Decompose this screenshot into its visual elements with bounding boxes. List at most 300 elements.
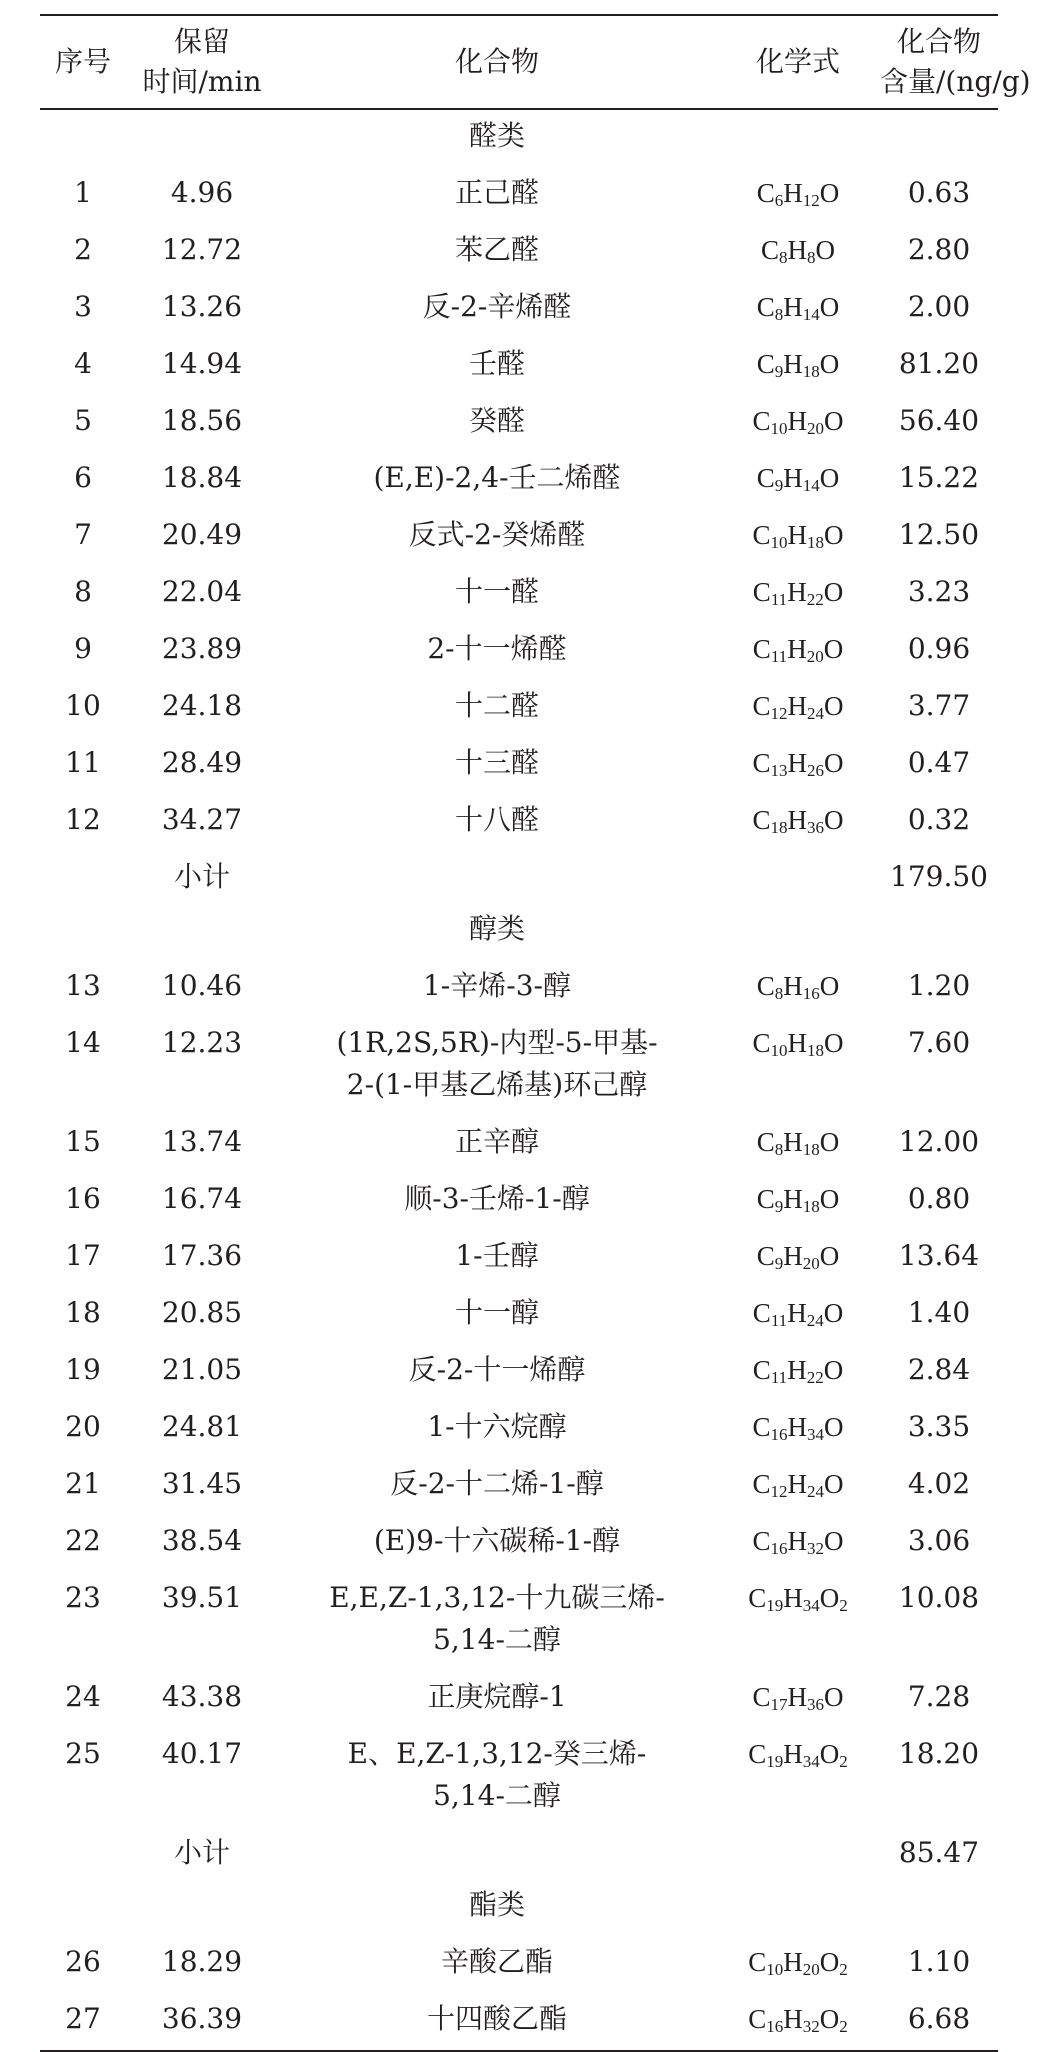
retention-time: 43.38	[161, 1680, 243, 1713]
table-row	[40, 1993, 998, 2051]
formula-element: O	[824, 1412, 844, 1442]
compound-name-line: 顺-3-壬烯-1-醇	[404, 1182, 590, 1215]
empty-cell	[278, 851, 716, 903]
formula-element: O	[824, 1526, 844, 1556]
formula-element: C	[752, 577, 771, 607]
formula-subscript: 20	[806, 647, 824, 666]
table-row	[40, 1173, 998, 1230]
formula-subscript: 18	[802, 1197, 820, 1216]
compound-name	[278, 1017, 716, 1116]
formula-subscript: 36	[807, 818, 824, 837]
row-number: 15	[65, 1125, 101, 1158]
row-number: 25	[65, 1737, 101, 1770]
compound-name-line: 1-十六烷醇	[427, 1410, 567, 1443]
formula-subscript: 10	[766, 1960, 784, 1979]
formula-element: C	[748, 1947, 767, 1977]
formula-element: O	[819, 1184, 840, 1214]
formula-element: O	[819, 349, 840, 379]
retention-time: 18.84	[161, 461, 243, 494]
retention-time: 22.04	[161, 575, 243, 608]
content-value: 1.20	[907, 969, 971, 1002]
table-body	[40, 109, 998, 2051]
compound-name	[278, 1401, 716, 1458]
category-row	[40, 1879, 998, 1936]
formula-element: H	[787, 520, 807, 550]
formula-element: C	[752, 634, 771, 664]
table-row	[40, 1401, 998, 1458]
formula-element: H	[783, 1241, 803, 1271]
empty-cell	[716, 1827, 880, 1879]
row-number: 7	[74, 518, 92, 551]
formula-subscript: 22	[806, 590, 824, 609]
retention-time: 4.96	[170, 176, 234, 209]
category-row	[40, 109, 998, 167]
formula-cell	[716, 224, 880, 281]
formula-element: C	[756, 1241, 775, 1271]
retention-time: 13.74	[161, 1125, 243, 1158]
empty-cell	[126, 109, 278, 167]
compound-name	[278, 737, 716, 794]
compound-name	[278, 1173, 716, 1230]
compound-name-line: 2-十一烯醛	[427, 632, 567, 665]
subtotal-label: 小计	[173, 1836, 230, 1869]
table-row	[40, 1671, 998, 1728]
formula-element: C	[756, 1184, 775, 1214]
content-value: 3.23	[907, 575, 971, 608]
retention-time: 34.27	[161, 803, 243, 836]
formula-element: O	[824, 406, 844, 436]
formula-cell	[716, 680, 880, 737]
compound-name-line: 1-壬醇	[455, 1239, 539, 1272]
table-row	[40, 1572, 998, 1671]
formula-element: C	[752, 748, 771, 778]
formula-subscript: 2	[839, 1596, 848, 1615]
formula-element: C	[748, 1739, 767, 1769]
compound-name-line: 反式-2-癸烯醛	[408, 518, 586, 551]
header-no: 序号	[54, 45, 111, 78]
table-row	[40, 960, 998, 1017]
row-number: 9	[74, 632, 92, 665]
empty-cell	[716, 109, 880, 167]
formula-subscript: 11	[770, 1311, 788, 1330]
formula-element: H	[783, 1583, 803, 1613]
formula-element: H	[783, 1947, 803, 1977]
header-formula: 化学式	[755, 45, 840, 78]
formula-element: C	[752, 1355, 771, 1385]
row-number: 2	[74, 233, 92, 266]
compound-name	[278, 1230, 716, 1287]
formula-element: O	[819, 1739, 840, 1769]
formula-cell	[716, 1116, 880, 1173]
row-number: 26	[65, 1945, 101, 1978]
formula-subscript: 17	[770, 1695, 788, 1714]
row-number: 23	[65, 1581, 101, 1614]
formula-subscript: 8	[779, 248, 788, 267]
subtotal-value: 85.47	[898, 1836, 980, 1869]
compound-name	[278, 1936, 716, 1993]
formula-element: O	[819, 1241, 840, 1271]
compound-name-line: 壬醛	[468, 347, 525, 380]
formula-element: O	[823, 577, 844, 607]
content-value: 0.47	[907, 746, 971, 779]
compound-name-line: 苯乙醛	[454, 233, 539, 266]
content-value: 15.22	[898, 461, 980, 494]
formula-cell	[716, 1287, 880, 1344]
row-number: 22	[65, 1524, 101, 1557]
formula-cell	[716, 1728, 880, 1827]
formula-element: C	[756, 349, 775, 379]
formula-subscript: 8	[807, 248, 816, 267]
formula-subscript: 34	[807, 1425, 824, 1444]
compound-name-line: (E,E)-2,4-壬二烯醛	[373, 461, 621, 494]
formula-subscript: 9	[774, 1254, 784, 1273]
subtotal-row	[40, 851, 998, 903]
header-row	[40, 15, 998, 109]
content-value: 0.63	[907, 176, 971, 209]
empty-cell	[40, 109, 126, 167]
compound-name	[278, 1572, 716, 1671]
formula-element: O	[823, 1355, 844, 1385]
formula-element: H	[783, 1184, 803, 1214]
formula-subscript: 6	[774, 191, 784, 210]
formula-element: H	[787, 1355, 807, 1385]
empty-cell	[880, 109, 998, 167]
formula-cell	[716, 452, 880, 509]
formula-subscript: 12	[770, 704, 788, 723]
formula-subscript: 2	[839, 1752, 848, 1771]
formula-element: O	[824, 1469, 844, 1499]
compound-table	[40, 14, 1031, 2052]
content-value: 1.40	[907, 1296, 971, 1329]
empty-cell	[40, 851, 126, 903]
formula-element: H	[787, 235, 807, 265]
formula-cell	[716, 1017, 880, 1116]
formula-subscript: 9	[774, 476, 784, 495]
compound-name-line: 反-2-十一烯醇	[408, 1353, 586, 1386]
formula-element: H	[787, 805, 807, 835]
formula-subscript: 19	[766, 1596, 784, 1615]
formula-element: O	[824, 1682, 844, 1712]
compound-name	[278, 1116, 716, 1173]
formula-element: H	[783, 463, 803, 493]
table-row	[40, 1344, 998, 1401]
compound-name-line: 5,14-二醇	[433, 1779, 561, 1812]
formula-subscript: 11	[770, 590, 788, 609]
formula-element: O	[824, 1028, 844, 1058]
formula-cell	[716, 623, 880, 680]
compound-name-line: 十二醛	[454, 689, 539, 722]
formula-subscript: 12	[802, 191, 820, 210]
row-number: 24	[65, 1680, 101, 1713]
row-number: 11	[65, 746, 101, 779]
compound-name-line: 1-辛烯-3-醇	[422, 969, 571, 1002]
formula-subscript: 13	[770, 761, 788, 780]
formula-element: H	[783, 971, 803, 1001]
formula-element: C	[756, 463, 775, 493]
retention-time: 12.23	[161, 1026, 243, 1059]
content-value: 0.80	[907, 1182, 971, 1215]
formula-subscript: 34	[802, 1752, 820, 1771]
compound-name-line: 正己醛	[454, 176, 539, 209]
formula-subscript: 32	[802, 2017, 820, 2036]
compound-name-line: E,E,Z-1,3,12-十九碳三烯-	[329, 1581, 665, 1614]
formula-element: C	[752, 805, 771, 835]
formula-cell	[716, 1230, 880, 1287]
compound-name	[278, 1671, 716, 1728]
formula-cell	[716, 1401, 880, 1458]
row-number: 27	[65, 2002, 101, 2035]
compound-name	[278, 960, 716, 1017]
table-row	[40, 1936, 998, 1993]
formula-subscript: 16	[770, 1425, 788, 1444]
formula-subscript: 18	[802, 362, 820, 381]
formula-subscript: 36	[807, 1695, 824, 1714]
compound-name-line: 十三醛	[454, 746, 539, 779]
formula-cell	[716, 1993, 880, 2051]
formula-element: O	[819, 1583, 840, 1613]
formula-element: H	[787, 748, 807, 778]
retention-time: 38.54	[161, 1524, 243, 1557]
formula-subscript: 8	[774, 984, 784, 1003]
formula-element: C	[756, 178, 775, 208]
formula-subscript: 8	[774, 1140, 784, 1159]
content-value: 10.08	[898, 1581, 980, 1614]
formula-cell	[716, 794, 880, 851]
compound-name-line: 2-(1-甲基乙烯基)环己醇	[346, 1068, 648, 1101]
formula-element: H	[787, 406, 807, 436]
retention-time: 14.94	[161, 347, 243, 380]
formula-subscript: 10	[770, 1041, 788, 1060]
subtotal-label: 小计	[173, 860, 230, 893]
compound-name-line: 十一醛	[454, 575, 539, 608]
formula-element: C	[752, 406, 771, 436]
compound-name	[278, 794, 716, 851]
category-row	[40, 903, 998, 960]
retention-time: 28.49	[161, 746, 243, 779]
empty-cell	[716, 1879, 880, 1936]
compound-name-line: 辛酸乙酯	[440, 1945, 553, 1978]
content-value: 7.28	[907, 1680, 971, 1713]
table-row	[40, 224, 998, 281]
row-number: 20	[65, 1410, 101, 1443]
formula-element: C	[752, 1526, 771, 1556]
formula-subscript: 9	[774, 362, 784, 381]
compound-name	[278, 1287, 716, 1344]
compound-name	[278, 281, 716, 338]
content-value: 56.40	[898, 404, 980, 437]
formula-subscript: 12	[770, 1482, 788, 1501]
table-row	[40, 1458, 998, 1515]
retention-time: 23.89	[161, 632, 243, 665]
table-row	[40, 566, 998, 623]
formula-cell	[716, 338, 880, 395]
formula-element: C	[760, 235, 779, 265]
formula-subscript: 18	[807, 1041, 824, 1060]
row-number: 10	[65, 689, 101, 722]
row-number: 16	[65, 1182, 101, 1215]
formula-cell	[716, 1936, 880, 1993]
table-row	[40, 167, 998, 224]
retention-time: 18.56	[161, 404, 243, 437]
table-row	[40, 338, 998, 395]
category-label: 酯类	[468, 1888, 525, 1921]
empty-cell	[278, 1827, 716, 1879]
formula-subscript: 19	[766, 1752, 784, 1771]
formula-element: O	[819, 1127, 840, 1157]
formula-cell	[716, 1344, 880, 1401]
formula-cell	[716, 1458, 880, 1515]
row-number: 18	[65, 1296, 101, 1329]
retention-time: 20.49	[161, 518, 243, 551]
content-value: 0.32	[907, 803, 971, 836]
formula-element: O	[819, 1947, 840, 1977]
compound-name-line: 反-2-辛烯醛	[422, 290, 572, 323]
formula-subscript: 20	[802, 1254, 820, 1273]
formula-element: H	[783, 1127, 803, 1157]
empty-cell	[880, 903, 998, 960]
formula-subscript: 2	[839, 2017, 848, 2036]
retention-time: 13.26	[161, 290, 243, 323]
header-content: 化合物 含量/(ng/g)	[880, 25, 1031, 98]
table-row	[40, 1116, 998, 1173]
compound-name	[278, 566, 716, 623]
row-number: 8	[74, 575, 92, 608]
formula-cell	[716, 566, 880, 623]
row-number: 5	[74, 404, 92, 437]
compound-name	[278, 395, 716, 452]
formula-element: C	[752, 1412, 771, 1442]
formula-element: C	[752, 1028, 771, 1058]
formula-element: H	[787, 691, 807, 721]
formula-subscript: 18	[770, 818, 788, 837]
content-value: 13.64	[898, 1239, 980, 1272]
row-number: 19	[65, 1353, 101, 1386]
compound-name-line: (1R,2S,5R)-内型-5-甲基-	[336, 1026, 658, 1059]
compound-name	[278, 1344, 716, 1401]
row-number: 6	[74, 461, 92, 494]
compound-name	[278, 1728, 716, 1827]
table-row	[40, 1728, 998, 1827]
formula-element: O	[819, 178, 840, 208]
content-value: 0.96	[907, 632, 971, 665]
retention-time: 12.72	[161, 233, 243, 266]
formula-cell	[716, 167, 880, 224]
formula-subscript: 11	[770, 1368, 788, 1387]
empty-cell	[716, 903, 880, 960]
formula-element: H	[783, 1739, 803, 1769]
formula-cell	[716, 1173, 880, 1230]
formula-cell	[716, 1515, 880, 1572]
retention-time: 18.29	[161, 1945, 243, 1978]
formula-cell	[716, 395, 880, 452]
content-value: 3.35	[907, 1410, 971, 1443]
retention-time: 36.39	[161, 2002, 243, 2035]
formula-element: O	[819, 292, 840, 322]
formula-subscript: 10	[770, 419, 788, 438]
formula-subscript: 16	[802, 984, 820, 1003]
formula-element: H	[787, 634, 807, 664]
table-row	[40, 737, 998, 794]
table-row	[40, 680, 998, 737]
formula-subscript: 26	[807, 761, 824, 780]
content-value: 4.02	[907, 1467, 971, 1500]
formula-subscript: 8	[774, 305, 784, 324]
formula-cell	[716, 960, 880, 1017]
content-value: 1.10	[907, 1945, 971, 1978]
retention-time: 39.51	[161, 1581, 243, 1614]
compound-name-line: 正辛醇	[454, 1125, 539, 1158]
empty-cell	[40, 903, 126, 960]
table-header	[40, 15, 1031, 109]
formula-subscript: 9	[774, 1197, 784, 1216]
table-row	[40, 509, 998, 566]
retention-time: 24.81	[161, 1410, 243, 1443]
formula-element: H	[787, 577, 807, 607]
retention-time: 17.36	[161, 1239, 243, 1272]
formula-subscript: 18	[802, 1140, 820, 1159]
subtotal-value: 179.50	[890, 860, 988, 893]
formula-element: H	[783, 292, 803, 322]
formula-element: C	[752, 691, 771, 721]
formula-subscript: 32	[807, 1539, 824, 1558]
compound-name-line: (E)9-十六碳稀-1-醇	[373, 1524, 621, 1557]
formula-subscript: 14	[802, 476, 820, 495]
empty-cell	[126, 903, 278, 960]
formula-cell	[716, 1671, 880, 1728]
formula-element: H	[787, 1526, 807, 1556]
content-value: 6.68	[907, 2002, 971, 2035]
content-value: 7.60	[907, 1026, 971, 1059]
formula-subscript: 16	[770, 1539, 788, 1558]
table-row	[40, 452, 998, 509]
formula-element: H	[783, 178, 803, 208]
compound-name	[278, 623, 716, 680]
formula-element: O	[824, 520, 844, 550]
formula-subscript: 24	[807, 1482, 824, 1501]
retention-time: 21.05	[161, 1353, 243, 1386]
formula-subscript: 18	[807, 533, 824, 552]
formula-subscript: 20	[802, 1960, 820, 1979]
formula-element: C	[752, 1469, 771, 1499]
formula-element: C	[752, 1298, 771, 1328]
formula-element: C	[748, 1583, 767, 1613]
formula-subscript: 11	[770, 647, 788, 666]
content-value: 18.20	[898, 1737, 980, 1770]
header-compound: 化合物	[454, 45, 539, 78]
row-number: 4	[74, 347, 92, 380]
formula-element: H	[787, 1298, 807, 1328]
table-row	[40, 794, 998, 851]
formula-element: H	[787, 1412, 807, 1442]
compound-name-line: 癸醛	[468, 404, 525, 437]
compound-name-line: 十四酸乙酯	[426, 2002, 567, 2035]
empty-cell	[880, 1879, 998, 1936]
content-value: 2.84	[907, 1353, 971, 1386]
row-number: 3	[74, 290, 92, 323]
empty-cell	[40, 1827, 126, 1879]
row-number: 17	[65, 1239, 101, 1272]
formula-element: H	[783, 2004, 803, 2034]
formula-element: C	[756, 292, 775, 322]
subtotal-row	[40, 1827, 998, 1879]
compound-name-line: 十八醛	[454, 803, 539, 836]
retention-time: 20.85	[161, 1296, 243, 1329]
formula-cell	[716, 509, 880, 566]
retention-time: 31.45	[161, 1467, 243, 1500]
formula-element: H	[787, 1469, 807, 1499]
content-value: 2.00	[907, 290, 971, 323]
formula-subscript: 10	[770, 533, 788, 552]
